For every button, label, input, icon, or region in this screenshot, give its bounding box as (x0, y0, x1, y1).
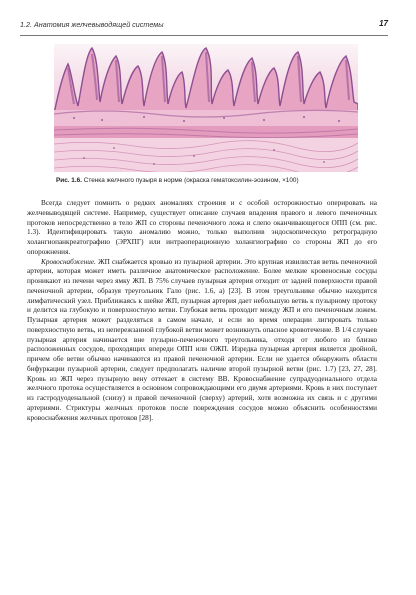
body-text (27, 199, 377, 423)
paragraph-2-lead: Кровоснабжение. (41, 257, 96, 266)
figure-caption-text: Стенка желчного пузыря в норме (окраска гематоксилин-эозином, ×100) (83, 177, 299, 184)
running-head: 1.2. Анатомия желчевыводящей системы (20, 20, 164, 29)
histology-image (54, 44, 358, 172)
histology-figure (54, 44, 358, 172)
paragraph-1: Всегда следует помнить о редких аномалиях строения и с особой осторожностью оперировать на желчевыводящей системе. Например, существует описание случаев впадения правого и левого печеночных протоков непосредственно в тело ЖП со стороны печеночного ложа и слепо оканчивающегося ОПП (см. рис. 1.3). Идентифицировать такую аномалию можно, только выполнив эндоскопическую ретроградную холангиопанкреатографию (ЭРХПГ) или интраоперационную холангиографию со стороны ЖП до его опорожнения. (27, 199, 377, 256)
paragraph-2 (27, 258, 377, 424)
paragraph-2-text: ЖП снабжается кровью из пузырной артерии. Это крупная извилистая ветвь печеночной артерии, которая может иметь различное анатомическое расположение. Более мелкие кровеносные сосуды проникают из печени через ямку ЖП. В 75% случаев пузырная артерия отходит от задней поверхности правой печеночной артерии, образуя треугольник Гало (рис. 1.6, а) [23]. В этом треугольнике обычно находится лимфатический узел. Приближаясь к шейке ЖП, пузырная артерия дает небольшую ветвь к пузырному протоку и делится на глубокую и поверхностную ветви. Глубокая ветвь проходит между ЖП и его печеночным ложем. Пузырная артерия может разделяться в самом начале, и если во время операции лигировать только поверхностную ветвь, из непережзанной глубокой ветви может возникнуть опасное кровотечение. В 1/4 случаев пузырная артерия начинается вне пузырно-печеночного треугольника, отходя от любого из близко расположенных сосудов, проходящих впереди ОПП или ОЖП. Изредка пузырная артерия является двойной, причем обе ветви обычно начинаются из правой печеночной артерии. Если не удается обнаружить области бифуркации пузырной артерии, следует предполагать наличие второй пузырной ветви (рис. 1.7) [23, 27, 28]. Кровь из ЖП через пузырную вену оттекает в систему ВВ. Кровоснабжение супрадуоденального отдела желчного протока осуществляется в основном сопровождающими его двумя артериями. Кровь в них поступает из гастродуоденальной (снизу) и правой печеночной (сверху) артерий, хотя возможна их связь и с другими артериями. Стриктуры желчных протоков после повреждения сосудов можно объяснить особенностями кровоснабжения желчных протоков [28]. (27, 257, 377, 422)
figure-caption (56, 177, 386, 185)
figure-label: Рис. 1.6. (56, 177, 82, 184)
page-number: 17 (379, 19, 388, 28)
page-header (20, 17, 388, 36)
